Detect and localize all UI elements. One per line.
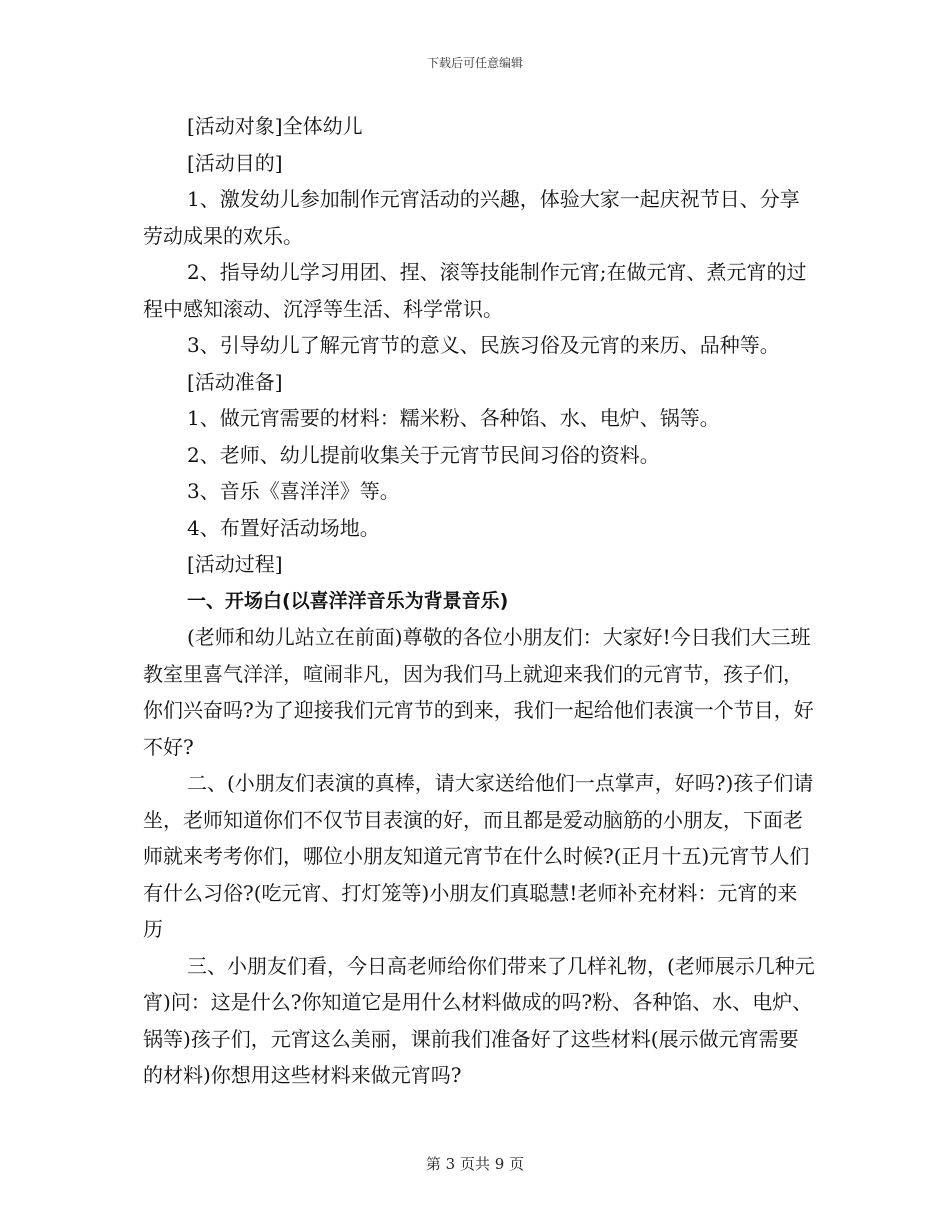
document-body xyxy=(143,108,815,1094)
step-three-paragraph: 三、小朋友们看，今日高老师给你们带来了几样礼物，(老师展示几种元宵)问：这是什么?你知道它是用什么材料做成的吗?粉、各种馅、水、电炉、锅等)孩子们，元宵这么美丽，课前我们准备好了这些材料(展示做元宵需要的材料)你想用这些材料来做元宵吗? xyxy=(143,953,815,1087)
page-number: 第 3 页共 9 页 xyxy=(425,1155,525,1173)
page-header: 下载后可任意编辑 xyxy=(426,56,523,70)
opening-paragraph: (老师和幼儿站立在前面)尊敬的各位小朋友们：大家好!今日我们大三班教室里喜气洋洋，喧闹非凡，因为我们马上就迎来我们的元宵节，孩子们，你们兴奋吗?为了迎接我们元宵节的到来，我们一起给他们表演一个节目，好不好? xyxy=(143,625,814,759)
section-heading-goals: [活动目的] xyxy=(187,150,283,175)
goal-item-3: 3、引导幼儿了解元宵节的意义、民族习俗及元宵的来历、品种等。 xyxy=(187,333,780,357)
section-heading-process: [活动过程] xyxy=(187,552,283,576)
goal-item-2: 2、指导幼儿学习用团、捏、滚等技能制作元宵;在做元宵、煮元宵的过程中感知滚动、沉浮等生活、科学常识。 xyxy=(143,260,807,321)
process-step-heading: 一、开场白(以喜洋洋音乐为背景音乐) xyxy=(187,589,509,612)
activity-target: [活动对象]全体幼儿 xyxy=(187,114,363,138)
prep-item-3: 3、音乐《喜洋洋》等。 xyxy=(187,479,400,503)
step-two-paragraph: 二、(小朋友们表演的真棒，请大家送给他们一点掌声，好吗?)孩子们请坐，老师知道你们不仅节目表演的好，而且都是爱动脑筋的小朋友，下面老师就来考考你们，哪位小朋友知道元宵节在什么时候?(正月十五)元宵节人们有什么习俗?(吃元宵、打灯笼等)小朋友们真聪慧!老师补充材料：元宵的来历 xyxy=(143,771,814,941)
prep-item-1: 1、做元宵需要的材料：糯米粉、各种馅、水、电炉、锅等。 xyxy=(187,406,720,430)
goal-item-1: 1、激发幼儿参加制作元宵活动的兴趣，体验大家一起庆祝节日、分享劳动成果的欢乐。 xyxy=(143,187,800,248)
prep-item-2: 2、老师、幼儿提前收集关于元宵节民间习俗的资料。 xyxy=(187,442,660,467)
section-heading-preparation: [活动准备] xyxy=(187,369,283,394)
prep-item-4: 4、布置好活动场地。 xyxy=(187,515,380,540)
